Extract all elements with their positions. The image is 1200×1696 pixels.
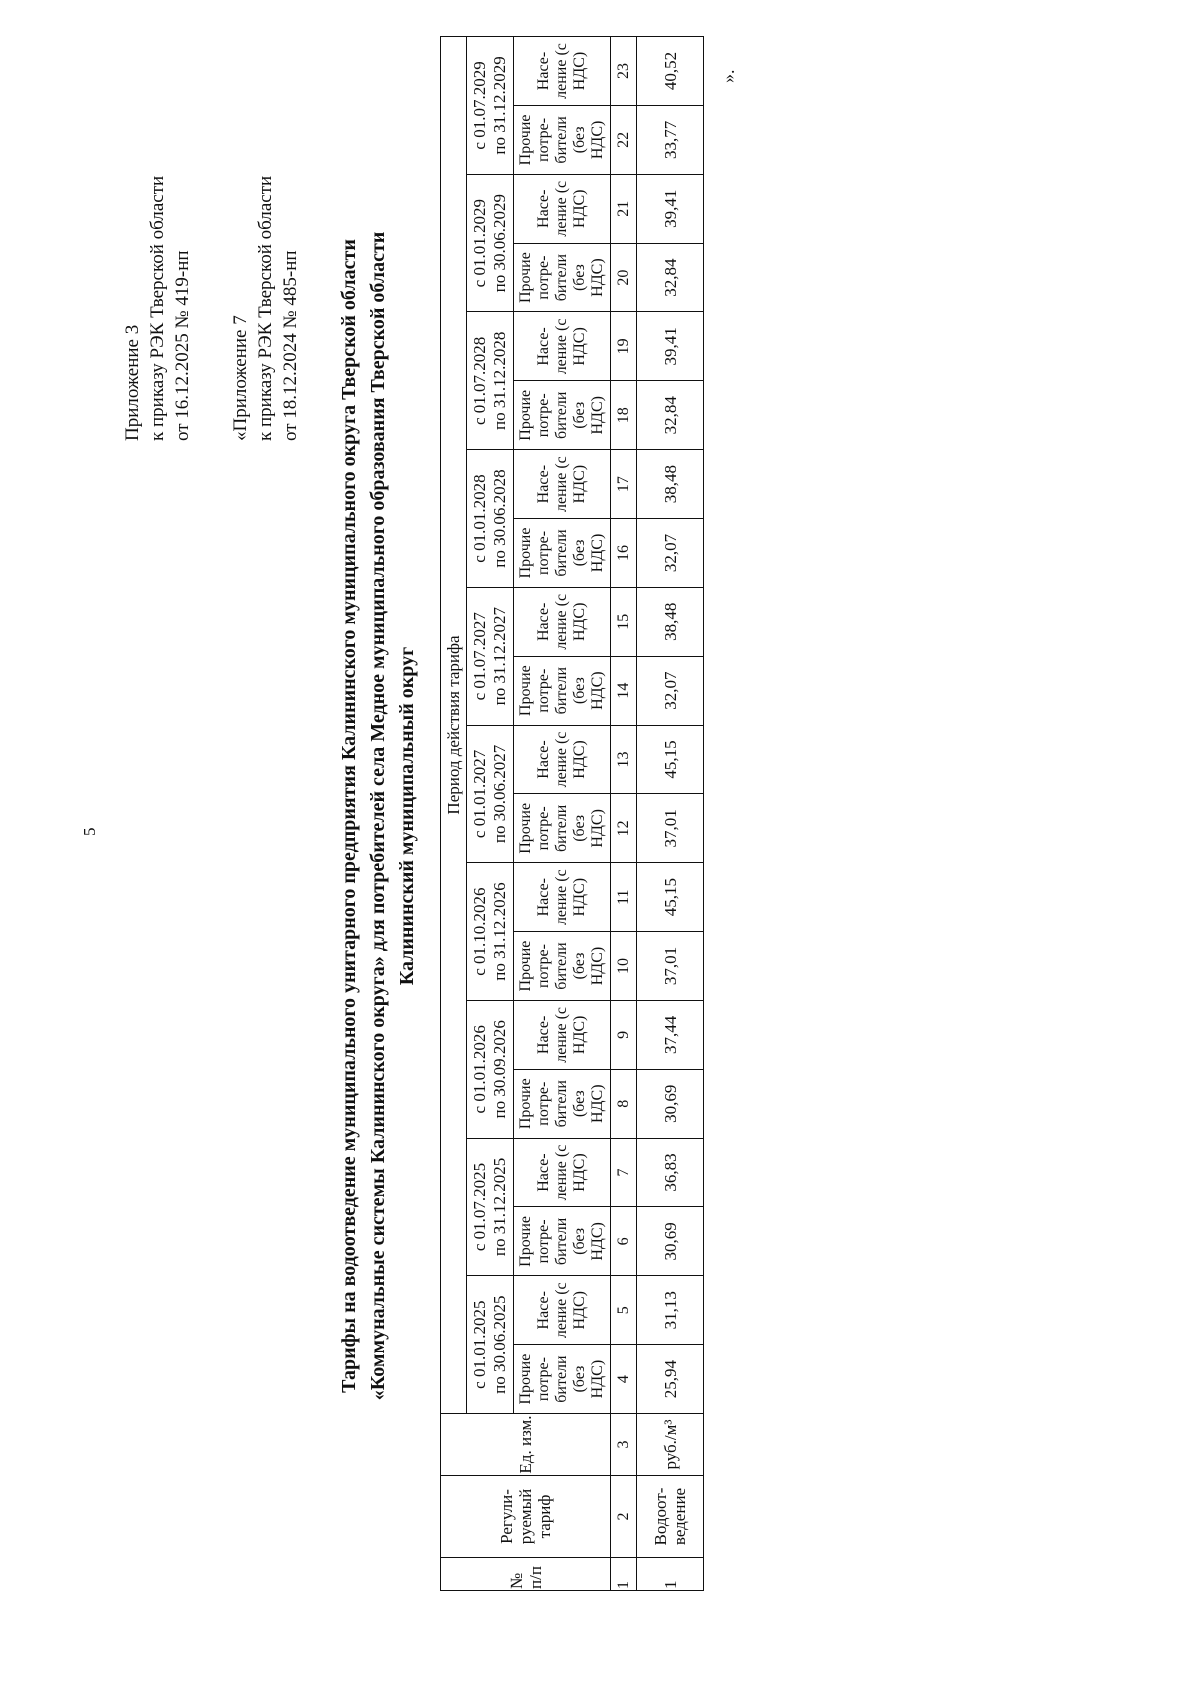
tariff-value-cell: 30,69 [637,1069,704,1138]
tariff-value-cell: 37,44 [637,1000,704,1069]
tariff-value-cell: 38,48 [637,587,704,656]
period-to: по 31.12.2028 [490,331,509,431]
tariff-table-wrapper [440,36,704,1591]
table-row [637,37,704,1591]
subheader-population: Насе-ление (с НДС) [514,863,611,932]
column-number-cell: 21 [611,174,637,243]
document-title [335,96,422,1536]
subheader-population: Насе-ление (с НДС) [514,450,611,519]
tariff-value-cell: 32,84 [637,243,704,312]
period-from: с 01.10.2026 [470,887,489,976]
tariff-value-cell: 40,52 [637,37,704,106]
column-number-cell: 22 [611,105,637,174]
tariff-value-cell: 45,15 [637,863,704,932]
tariff-value-cell: 45,15 [637,725,704,794]
period-header: Период действия тарифа [441,37,467,1414]
subheader-other-consumers: Прочие потре-бители (без НДС) [514,105,611,174]
period-from: с 01.01.2027 [470,749,489,839]
tariff-value-cell: 32,07 [637,519,704,588]
header-row-periods [467,37,514,1591]
annex-line: «Приложение 7 [230,315,251,441]
period-header-cell [467,725,514,863]
table-body [611,37,704,1591]
period-header-cell [467,863,514,1001]
annex-line: от 18.12.2024 № 485-нп [280,250,301,441]
subheader-other-consumers: Прочие потре-бители (без НДС) [514,1207,611,1276]
subheader-population: Насе-ление (с НДС) [514,312,611,381]
column-number-cell: 5 [611,1276,637,1345]
tariff-value-cell: 38,48 [637,450,704,519]
tariff-table [440,36,704,1591]
column-number-cell: 4 [611,1345,637,1414]
subheader-other-consumers: Прочие потре-бители (без НДС) [514,932,611,1001]
column-number-cell: 1 [611,1558,637,1591]
period-header-cell [467,1276,514,1414]
column-number-cell: 6 [611,1207,637,1276]
period-header-cell [467,174,514,312]
row-number: 1 [637,1558,704,1591]
column-number-cell: 14 [611,656,637,725]
column-number-cell: 18 [611,381,637,450]
title-line: «Коммунальные системы Калининского округа» для потребителей села Медное муниципального образования Тверской области [367,231,389,1401]
column-number-cell: 7 [611,1138,637,1207]
tariff-value-cell: 39,41 [637,174,704,243]
tariff-value-cell: 30,69 [637,1207,704,1276]
title-line: Тарифы на водоотведение муниципального унитарного предприятия Калининского муниципального округа Тверской области [338,239,360,1393]
period-to: по 31.12.2029 [490,56,509,155]
column-number-cell: 3 [611,1414,637,1476]
page-number: 5 [80,827,99,836]
period-to: по 30.06.2025 [490,1295,509,1394]
row-tariff-name: Водоот-ведение [637,1476,704,1558]
subheader-population: Насе-ление (с НДС) [514,1138,611,1207]
period-header-cell [467,37,514,175]
subheader-other-consumers: Прочие потре-бители (без НДС) [514,381,611,450]
closing-quote: ». [718,69,738,83]
row-unit: руб./м³ [637,1414,704,1476]
subheader-population: Насе-ление (с НДС) [514,725,611,794]
period-from: с 01.01.2028 [470,474,489,563]
column-number-cell: 15 [611,587,637,656]
column-number-cell: 23 [611,37,637,106]
annex-line: Приложение 3 [122,324,143,441]
annex-reference-new [120,176,195,441]
numbering-row [611,37,637,1591]
column-number-cell: 11 [611,863,637,932]
period-header-cell [467,1138,514,1276]
period-to: по 31.12.2027 [490,607,509,706]
column-number-cell: 2 [611,1476,637,1558]
tariff-value-cell: 37,01 [637,932,704,1001]
column-number-cell: 10 [611,932,637,1001]
period-header-cell [467,1000,514,1138]
period-to: по 30.06.2028 [490,469,509,568]
column-number-cell: 17 [611,450,637,519]
column-number-cell: 19 [611,312,637,381]
period-from: с 01.01.2029 [470,199,489,288]
column-number-cell: 13 [611,725,637,794]
period-from: с 01.01.2025 [470,1300,489,1389]
period-to: по 30.09.2026 [490,1020,509,1119]
header-row-consumers [514,37,611,1591]
period-to: по 31.12.2026 [490,882,509,981]
subheader-other-consumers: Прочие потре-бители (без НДС) [514,1345,611,1414]
period-to: по 30.06.2029 [490,193,509,293]
annex-line: к приказу РЭК Тверской области [147,175,168,441]
tariff-value-cell: 31,13 [637,1276,704,1345]
annex-line: к приказу РЭК Тверской области [255,175,276,441]
column-number-cell: 20 [611,243,637,312]
subheader-population: Насе-ление (с НДС) [514,587,611,656]
period-from: с 01.07.2025 [470,1162,489,1252]
tariff-value-cell: 36,83 [637,1138,704,1207]
subheader-other-consumers: Прочие потре-бители (без НДС) [514,1069,611,1138]
tariff-value-cell: 32,07 [637,656,704,725]
column-number-cell: 12 [611,794,637,863]
column-header-number: № п/п [441,1558,611,1591]
tariff-value-cell: 39,41 [637,312,704,381]
period-header-cell [467,587,514,725]
column-header-unit: Ед. изм. [441,1414,611,1476]
subheader-other-consumers: Прочие потре-бители (без НДС) [514,243,611,312]
tariff-value-cell: 25,94 [637,1345,704,1414]
tariff-value-cell: 37,01 [637,794,704,863]
subheader-population: Насе-ление (с НДС) [514,1276,611,1345]
period-from: с 01.01.2026 [470,1025,489,1114]
tariff-value-cell: 32,84 [637,381,704,450]
subheader-population: Насе-ление (с НДС) [514,174,611,243]
subheader-population: Насе-ление (с НДС) [514,1000,611,1069]
annex-line: от 16.12.2025 № 419-нп [172,250,193,441]
period-from: с 01.07.2027 [470,612,489,701]
annex-reference-old [228,176,303,441]
period-from: с 01.07.2029 [470,61,489,150]
period-to: по 30.06.2027 [490,744,509,844]
column-number-cell: 9 [611,1000,637,1069]
title-line: Калининский муниципальный округ [396,646,418,986]
subheader-population: Насе-ление (с НДС) [514,37,611,106]
column-header-tariff: Регули-руемый тариф [441,1476,611,1558]
header-row-period [441,37,467,1591]
period-from: с 01.07.2028 [470,336,489,425]
period-to: по 31.12.2025 [490,1157,509,1257]
period-header-cell [467,312,514,450]
subheader-other-consumers: Прочие потре-бители (без НДС) [514,656,611,725]
period-header-cell [467,450,514,588]
tariff-value-cell: 33,77 [637,105,704,174]
subheader-other-consumers: Прочие потре-бители (без НДС) [514,794,611,863]
subheader-other-consumers: Прочие потре-бители (без НДС) [514,519,611,588]
column-number-cell: 8 [611,1069,637,1138]
column-number-cell: 16 [611,519,637,588]
